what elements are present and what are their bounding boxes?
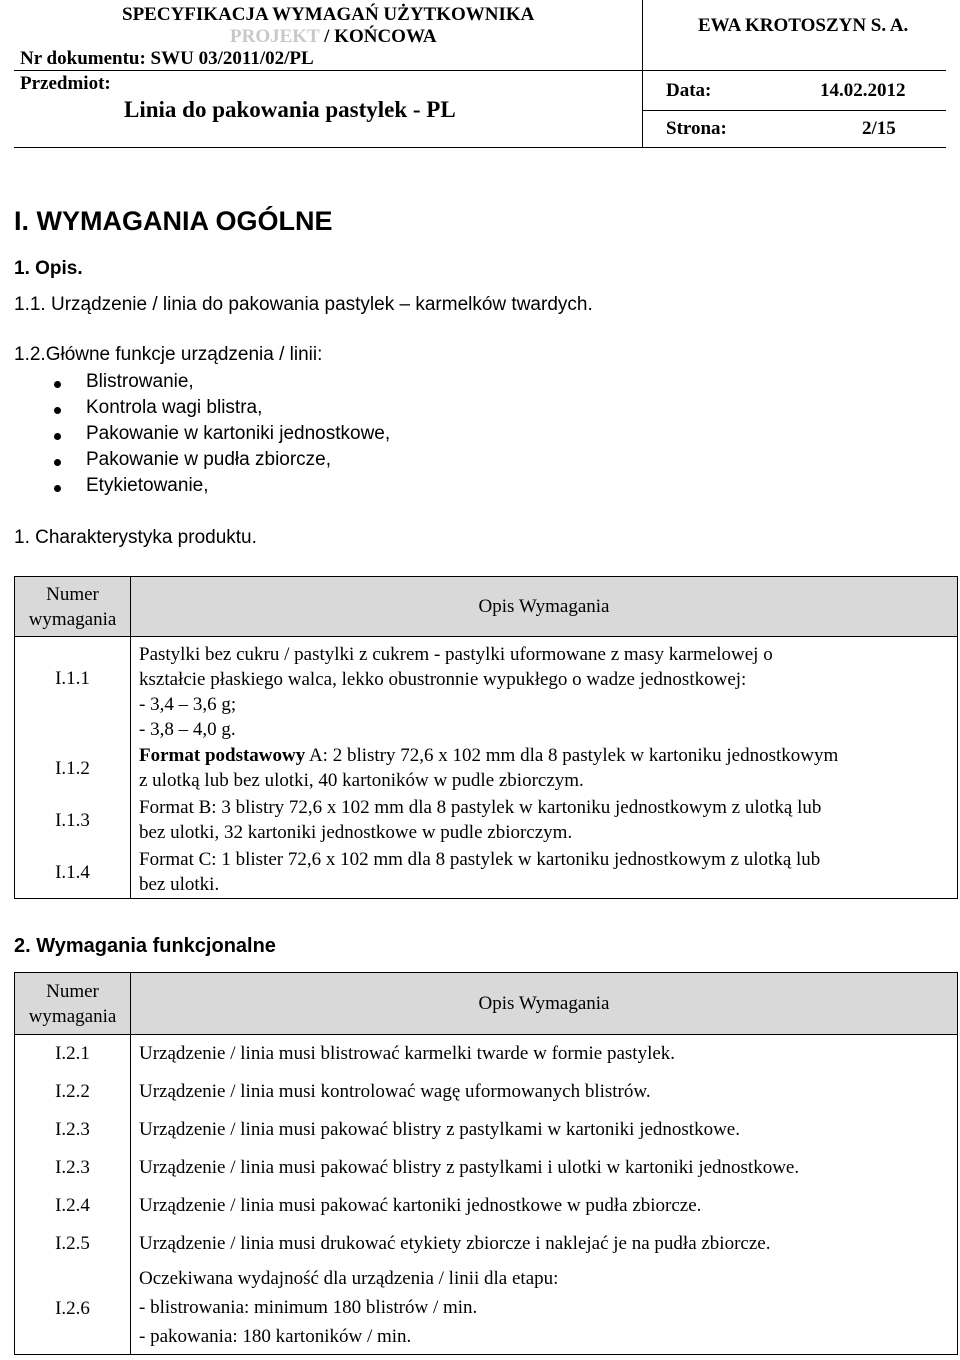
- functional-requirements-table: [14, 972, 958, 1355]
- column-header-number: Numer wymagania: [15, 577, 131, 637]
- requirement-number: I.2.3: [15, 1149, 131, 1187]
- requirement-description: Urządzenie / linia musi kontrolować wagę uformowanych blistrów.: [131, 1073, 958, 1111]
- subsection-opis: 1. Opis.: [14, 258, 83, 279]
- description-line: - 3,8 – 4,0 g.: [139, 719, 236, 740]
- format-emphasis: Format podstawowy: [139, 744, 306, 766]
- paragraph-1-1: 1.1. Urządzenie / linia do pakowania pastylek – karmelków twardych.: [14, 294, 593, 315]
- requirement-description: [131, 795, 958, 847]
- description-line: Oczekiwana wydajność dla urządzenia / linii dla etapu:: [139, 1267, 559, 1289]
- description-line: - blistrowania: minimum 180 blistrów / min.: [139, 1296, 478, 1318]
- document-type-title: SPECYFIKACJA WYMAGAŃ UŻYTKOWNIKA: [122, 4, 535, 25]
- function-item: Kontrola wagi blistra,: [86, 397, 263, 418]
- format-text: A: 2 blistry 72,6 x 102 mm dla 8 pastylek w kartoniku jednostkowym: [305, 744, 839, 766]
- paragraph-1-2: 1.2.Główne funkcje urządzenia / linii:: [14, 344, 323, 365]
- requirement-number: I.1.1: [15, 637, 131, 743]
- company-name: EWA KROTOSZYN S. A.: [698, 15, 909, 36]
- requirement-description: [131, 743, 958, 795]
- subsection-characteristics: 1. Charakterystyka produktu.: [14, 527, 257, 548]
- function-item: Etykietowanie,: [86, 475, 209, 496]
- requirement-number: I.2.5: [15, 1225, 131, 1263]
- requirement-description: [131, 1263, 958, 1355]
- requirement-number: I.2.2: [15, 1073, 131, 1111]
- function-item: Blistrowanie,: [86, 371, 194, 392]
- page-label: Strona:: [666, 118, 727, 139]
- requirement-number: I.2.3: [15, 1111, 131, 1149]
- header-divider: [642, 0, 643, 148]
- bullet-icon: [54, 459, 61, 466]
- subject-value: Linia do pakowania pastylek - PL: [124, 97, 456, 122]
- function-item: Pakowanie w pudła zbiorcze,: [86, 449, 332, 470]
- document-status: [230, 26, 437, 48]
- status-final: / KOŃCOWA: [319, 26, 437, 47]
- requirement-description: [131, 637, 958, 743]
- page-value: 2/15: [862, 118, 896, 139]
- column-header-description: Opis Wymagania: [131, 973, 958, 1035]
- requirement-description: [131, 847, 958, 899]
- requirement-description: Urządzenie / linia musi pakować kartoniki jednostkowe w pudła zbiorcze.: [131, 1187, 958, 1225]
- requirement-description: Urządzenie / linia musi pakować blistry z pastylkami i ulotki w kartoniki jednostkowe.: [131, 1149, 958, 1187]
- description-line: z ulotką lub bez ulotki, 40 kartoników w pudle zbiorczym.: [139, 769, 584, 791]
- subsection-functional: 2. Wymagania funkcjonalne: [14, 935, 276, 957]
- bullet-icon: [54, 433, 61, 440]
- section-title: I. WYMAGANIA OGÓLNE: [14, 206, 333, 236]
- document-header: [14, 0, 946, 148]
- function-item: Pakowanie w kartoniki jednostkowe,: [86, 423, 391, 444]
- requirement-number: I.1.4: [15, 847, 131, 899]
- status-draft: PROJEKT: [230, 26, 320, 47]
- description-line: - pakowania: 180 kartoników / min.: [139, 1325, 412, 1347]
- requirement-number: I.2.6: [15, 1263, 131, 1355]
- description-line: kształcie płaskiego walca, lekko obustronnie wypukłego o wadze jednostkowej:: [139, 669, 747, 690]
- requirement-number: I.1.2: [15, 743, 131, 795]
- header-divider: [642, 70, 946, 71]
- description-line: Format B: 3 blistry 72,6 x 102 mm dla 8 pastylek w kartoniku jednostkowym z ulotką lub: [139, 796, 822, 818]
- subject-label: Przedmiot:: [20, 73, 111, 94]
- header-divider: [14, 70, 642, 71]
- requirement-number: I.2.1: [15, 1035, 131, 1073]
- requirement-number: I.2.4: [15, 1187, 131, 1225]
- description-line: - 3,4 – 3,6 g;: [139, 694, 237, 715]
- product-characteristics-table: [14, 576, 958, 899]
- requirement-description: Urządzenie / linia musi pakować blistry z pastylkami w kartoniki jednostkowe.: [131, 1111, 958, 1149]
- bullet-icon: [54, 381, 61, 388]
- description-line: Format C: 1 blister 72,6 x 102 mm dla 8 pastylek w kartoniku jednostkowym z ulotką lub: [139, 848, 821, 870]
- description-line: bez ulotki, 32 kartoniki jednostkowe w pudle zbiorczym.: [139, 821, 573, 843]
- requirement-description: Urządzenie / linia musi drukować etykiety zbiorcze i naklejać je na pudła zbiorcze.: [131, 1225, 958, 1263]
- date-label: Data:: [666, 80, 712, 101]
- description-line: bez ulotki.: [139, 873, 220, 895]
- bullet-icon: [54, 485, 61, 492]
- description-line: Pastylki bez cukru / pastylki z cukrem - pastylki uformowane z masy karmelowej o: [139, 644, 773, 665]
- requirement-number: I.1.3: [15, 795, 131, 847]
- header-divider: [642, 110, 946, 111]
- document-number: Nr dokumentu: SWU 03/2011/02/PL: [20, 48, 314, 69]
- column-header-number: Numer wymagania: [15, 973, 131, 1035]
- requirement-description: Urządzenie / linia musi blistrować karmelki twarde w formie pastylek.: [131, 1035, 958, 1073]
- description-line: [139, 743, 951, 768]
- date-value: 14.02.2012: [820, 80, 906, 101]
- bullet-icon: [54, 407, 61, 414]
- column-header-description: Opis Wymagania: [131, 577, 958, 637]
